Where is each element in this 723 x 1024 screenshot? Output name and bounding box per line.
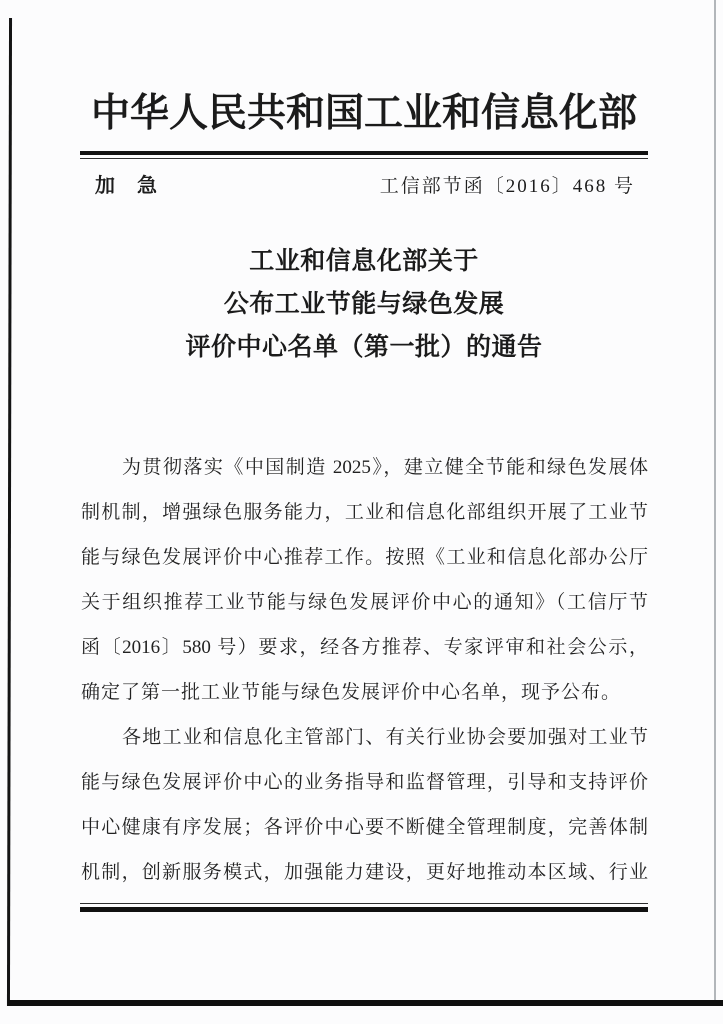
notice-title-line-2: 公布工业节能与绿色发展 xyxy=(223,291,505,318)
footer-rule-thin xyxy=(80,903,648,904)
body-line: 能与绿色发展评价中心的业务指导和监督管理，引导和支持评价 xyxy=(81,772,648,793)
body-text xyxy=(81,445,648,895)
body-line: 各地工业和信息化主管部门、有关行业协会要加强对工业节 xyxy=(122,727,648,748)
body-line: 关于组织推荐工业节能与绿色发展评价中心的通知》（工信厅节 xyxy=(81,592,648,613)
body-line: 函〔2016〕580 号）要求，经各方推荐、专家评审和社会公示， xyxy=(81,637,648,658)
body-line: 确定了第一批工业节能与绿色发展评价中心名单，现予公布。 xyxy=(81,682,622,703)
body-line: 机制，创新服务模式，加强能力建设，更好地推动本区域、行业 xyxy=(81,862,648,883)
doc-number: 工信部节函〔2016〕468 号 xyxy=(379,176,635,197)
header-rule-thin xyxy=(80,158,648,159)
body-line: 中心健康有序发展；各评价中心要不断健全管理制度，完善体制 xyxy=(81,817,648,838)
urgency-label: 加 急 xyxy=(95,175,158,197)
header-rule-thick xyxy=(80,151,648,155)
document-meta-row xyxy=(95,174,635,199)
footer-rule-thick xyxy=(80,907,648,912)
scan-edge-left xyxy=(7,18,12,1006)
letterhead-title: 中华人民共和国工业和信息化部 xyxy=(90,92,637,135)
notice-title xyxy=(80,240,648,369)
scan-edge-right xyxy=(714,0,716,1000)
notice-title-line-3: 评价中心名单（第一批）的通告 xyxy=(185,334,543,361)
body-line: 能与绿色发展评价中心推荐工作。按照《工业和信息化部办公厅 xyxy=(81,547,648,568)
scan-edge-bottom xyxy=(8,1000,723,1006)
body-line: 制机制，增强绿色服务能力，工业和信息化部组织开展了工业节 xyxy=(81,502,648,523)
body-line: 为贯彻落实《中国制造 2025》，建立健全节能和绿色发展体 xyxy=(122,457,648,478)
notice-title-line-1: 工业和信息化部关于 xyxy=(249,248,479,275)
